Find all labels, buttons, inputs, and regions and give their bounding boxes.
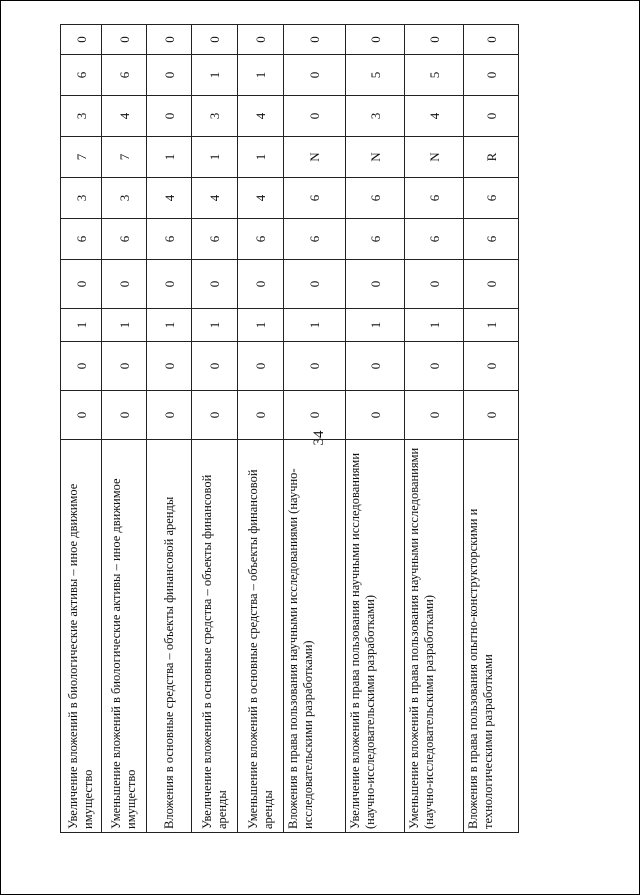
code-cell: 6 (346, 178, 405, 219)
code-cell: 6 (192, 219, 238, 260)
page-number: 34 (311, 430, 327, 446)
code-cell: 7 (102, 137, 147, 178)
code-cell: 0 (284, 25, 346, 55)
code-cell: 3 (102, 178, 147, 219)
code-cell: 1 (192, 55, 238, 96)
code-cell: 0 (102, 25, 147, 55)
row-label: Вложения в права пользования опытно-конструкторскими и технологическими разработками (464, 440, 519, 833)
table-row (61, 25, 102, 833)
code-cell: 0 (284, 391, 346, 440)
code-cell: 0 (464, 96, 519, 137)
row-label: Увеличение вложений в права пользования научными исследованиями (научно-исследовательскими разработками) (346, 440, 405, 833)
code-cell: N (405, 137, 464, 178)
code-cell: 3 (61, 96, 102, 137)
code-cell: 4 (238, 178, 284, 219)
code-cell: 0 (405, 342, 464, 391)
code-cell: 6 (405, 219, 464, 260)
code-cell: 3 (61, 178, 102, 219)
row-label: Уменьшение вложений в права пользования научными исследованиями (научно-исследовательскими разработками) (405, 440, 464, 833)
code-cell: 1 (192, 137, 238, 178)
code-cell: 0 (192, 25, 238, 55)
code-cell: 1 (147, 309, 192, 342)
code-cell: 7 (61, 137, 102, 178)
code-cell: 1 (238, 55, 284, 96)
code-cell: 0 (147, 25, 192, 55)
code-cell: 1 (102, 309, 147, 342)
row-label: Уменьшение вложений в основные средства – объекты финансовой аренды (238, 440, 284, 833)
row-label: Уменьшение вложений в биологические активы – иное движимое имущество (102, 440, 147, 833)
code-cell: 3 (346, 96, 405, 137)
table-row (346, 25, 405, 833)
code-cell: 1 (147, 137, 192, 178)
code-cell: 0 (147, 342, 192, 391)
code-cell: 0 (147, 260, 192, 309)
code-cell: 0 (238, 342, 284, 391)
code-cell: N (346, 137, 405, 178)
code-cell: 1 (238, 137, 284, 178)
table-row (102, 25, 147, 833)
code-cell: 4 (147, 178, 192, 219)
code-cell: 6 (147, 219, 192, 260)
code-cell: 0 (346, 260, 405, 309)
code-cell: 0 (102, 260, 147, 309)
code-cell: 0 (284, 96, 346, 137)
row-label: Увеличение вложений в биологические активы – иное движимое имущество (61, 440, 102, 833)
table-row (147, 25, 192, 833)
table-row (464, 25, 519, 833)
code-cell: 0 (147, 96, 192, 137)
table-row (405, 25, 464, 833)
code-cell: 6 (405, 178, 464, 219)
row-label: Увеличение вложений в основные средства – объекты финансовой аренды (192, 440, 238, 833)
code-cell: 0 (238, 391, 284, 440)
code-cell: 0 (464, 342, 519, 391)
code-cell: 5 (405, 55, 464, 96)
code-cell: 0 (464, 260, 519, 309)
code-cell: 6 (284, 219, 346, 260)
code-cell: 1 (405, 309, 464, 342)
table-row (238, 25, 284, 833)
code-cell: 0 (192, 260, 238, 309)
code-cell: 0 (61, 260, 102, 309)
code-cell: 0 (346, 25, 405, 55)
code-cell: 6 (102, 55, 147, 96)
code-cell: R (464, 137, 519, 178)
code-cell: 0 (284, 342, 346, 391)
code-cell: 0 (346, 391, 405, 440)
code-cell: 1 (238, 309, 284, 342)
code-cell: 4 (192, 178, 238, 219)
code-cell: 0 (405, 25, 464, 55)
code-cell: 0 (464, 55, 519, 96)
code-cell: 0 (102, 391, 147, 440)
code-cell: 1 (346, 309, 405, 342)
row-label: Вложения в основные средства – объекты финансовой аренды (147, 440, 192, 833)
table-row (284, 25, 346, 833)
code-cell: 0 (102, 342, 147, 391)
code-cell: 0 (147, 55, 192, 96)
code-cell: 6 (346, 219, 405, 260)
code-cell: 0 (464, 391, 519, 440)
code-cell: 0 (61, 25, 102, 55)
code-cell: 4 (102, 96, 147, 137)
code-cell: 1 (61, 309, 102, 342)
code-cell: 0 (61, 391, 102, 440)
code-cell: 0 (405, 260, 464, 309)
code-cell: 6 (61, 55, 102, 96)
code-cell: 0 (346, 342, 405, 391)
code-cell: 4 (405, 96, 464, 137)
code-cell: 6 (284, 178, 346, 219)
code-cell: 1 (284, 309, 346, 342)
code-cell: 0 (405, 391, 464, 440)
code-cell: N (284, 137, 346, 178)
code-cell: 1 (464, 309, 519, 342)
code-cell: 0 (284, 55, 346, 96)
code-cell: 0 (192, 391, 238, 440)
code-cell: 6 (61, 219, 102, 260)
code-cell: 6 (238, 219, 284, 260)
code-cell: 4 (238, 96, 284, 137)
code-cell: 0 (284, 260, 346, 309)
code-cell: 0 (61, 342, 102, 391)
code-cell: 0 (147, 391, 192, 440)
code-cell: 6 (102, 219, 147, 260)
code-cell: 1 (192, 309, 238, 342)
rotated-table-wrapper (60, 36, 518, 833)
code-cell: 3 (192, 96, 238, 137)
code-cell: 0 (464, 25, 519, 55)
code-cell: 0 (238, 25, 284, 55)
code-cell: 6 (464, 178, 519, 219)
code-cell: 0 (192, 342, 238, 391)
table-row (192, 25, 238, 833)
code-cell: 0 (238, 260, 284, 309)
code-cell: 6 (464, 219, 519, 260)
accounts-table (60, 24, 519, 833)
row-label: Вложения в права пользования научными исследованиями (научно-исследовательскими разработками) (284, 440, 346, 833)
code-cell: 5 (346, 55, 405, 96)
